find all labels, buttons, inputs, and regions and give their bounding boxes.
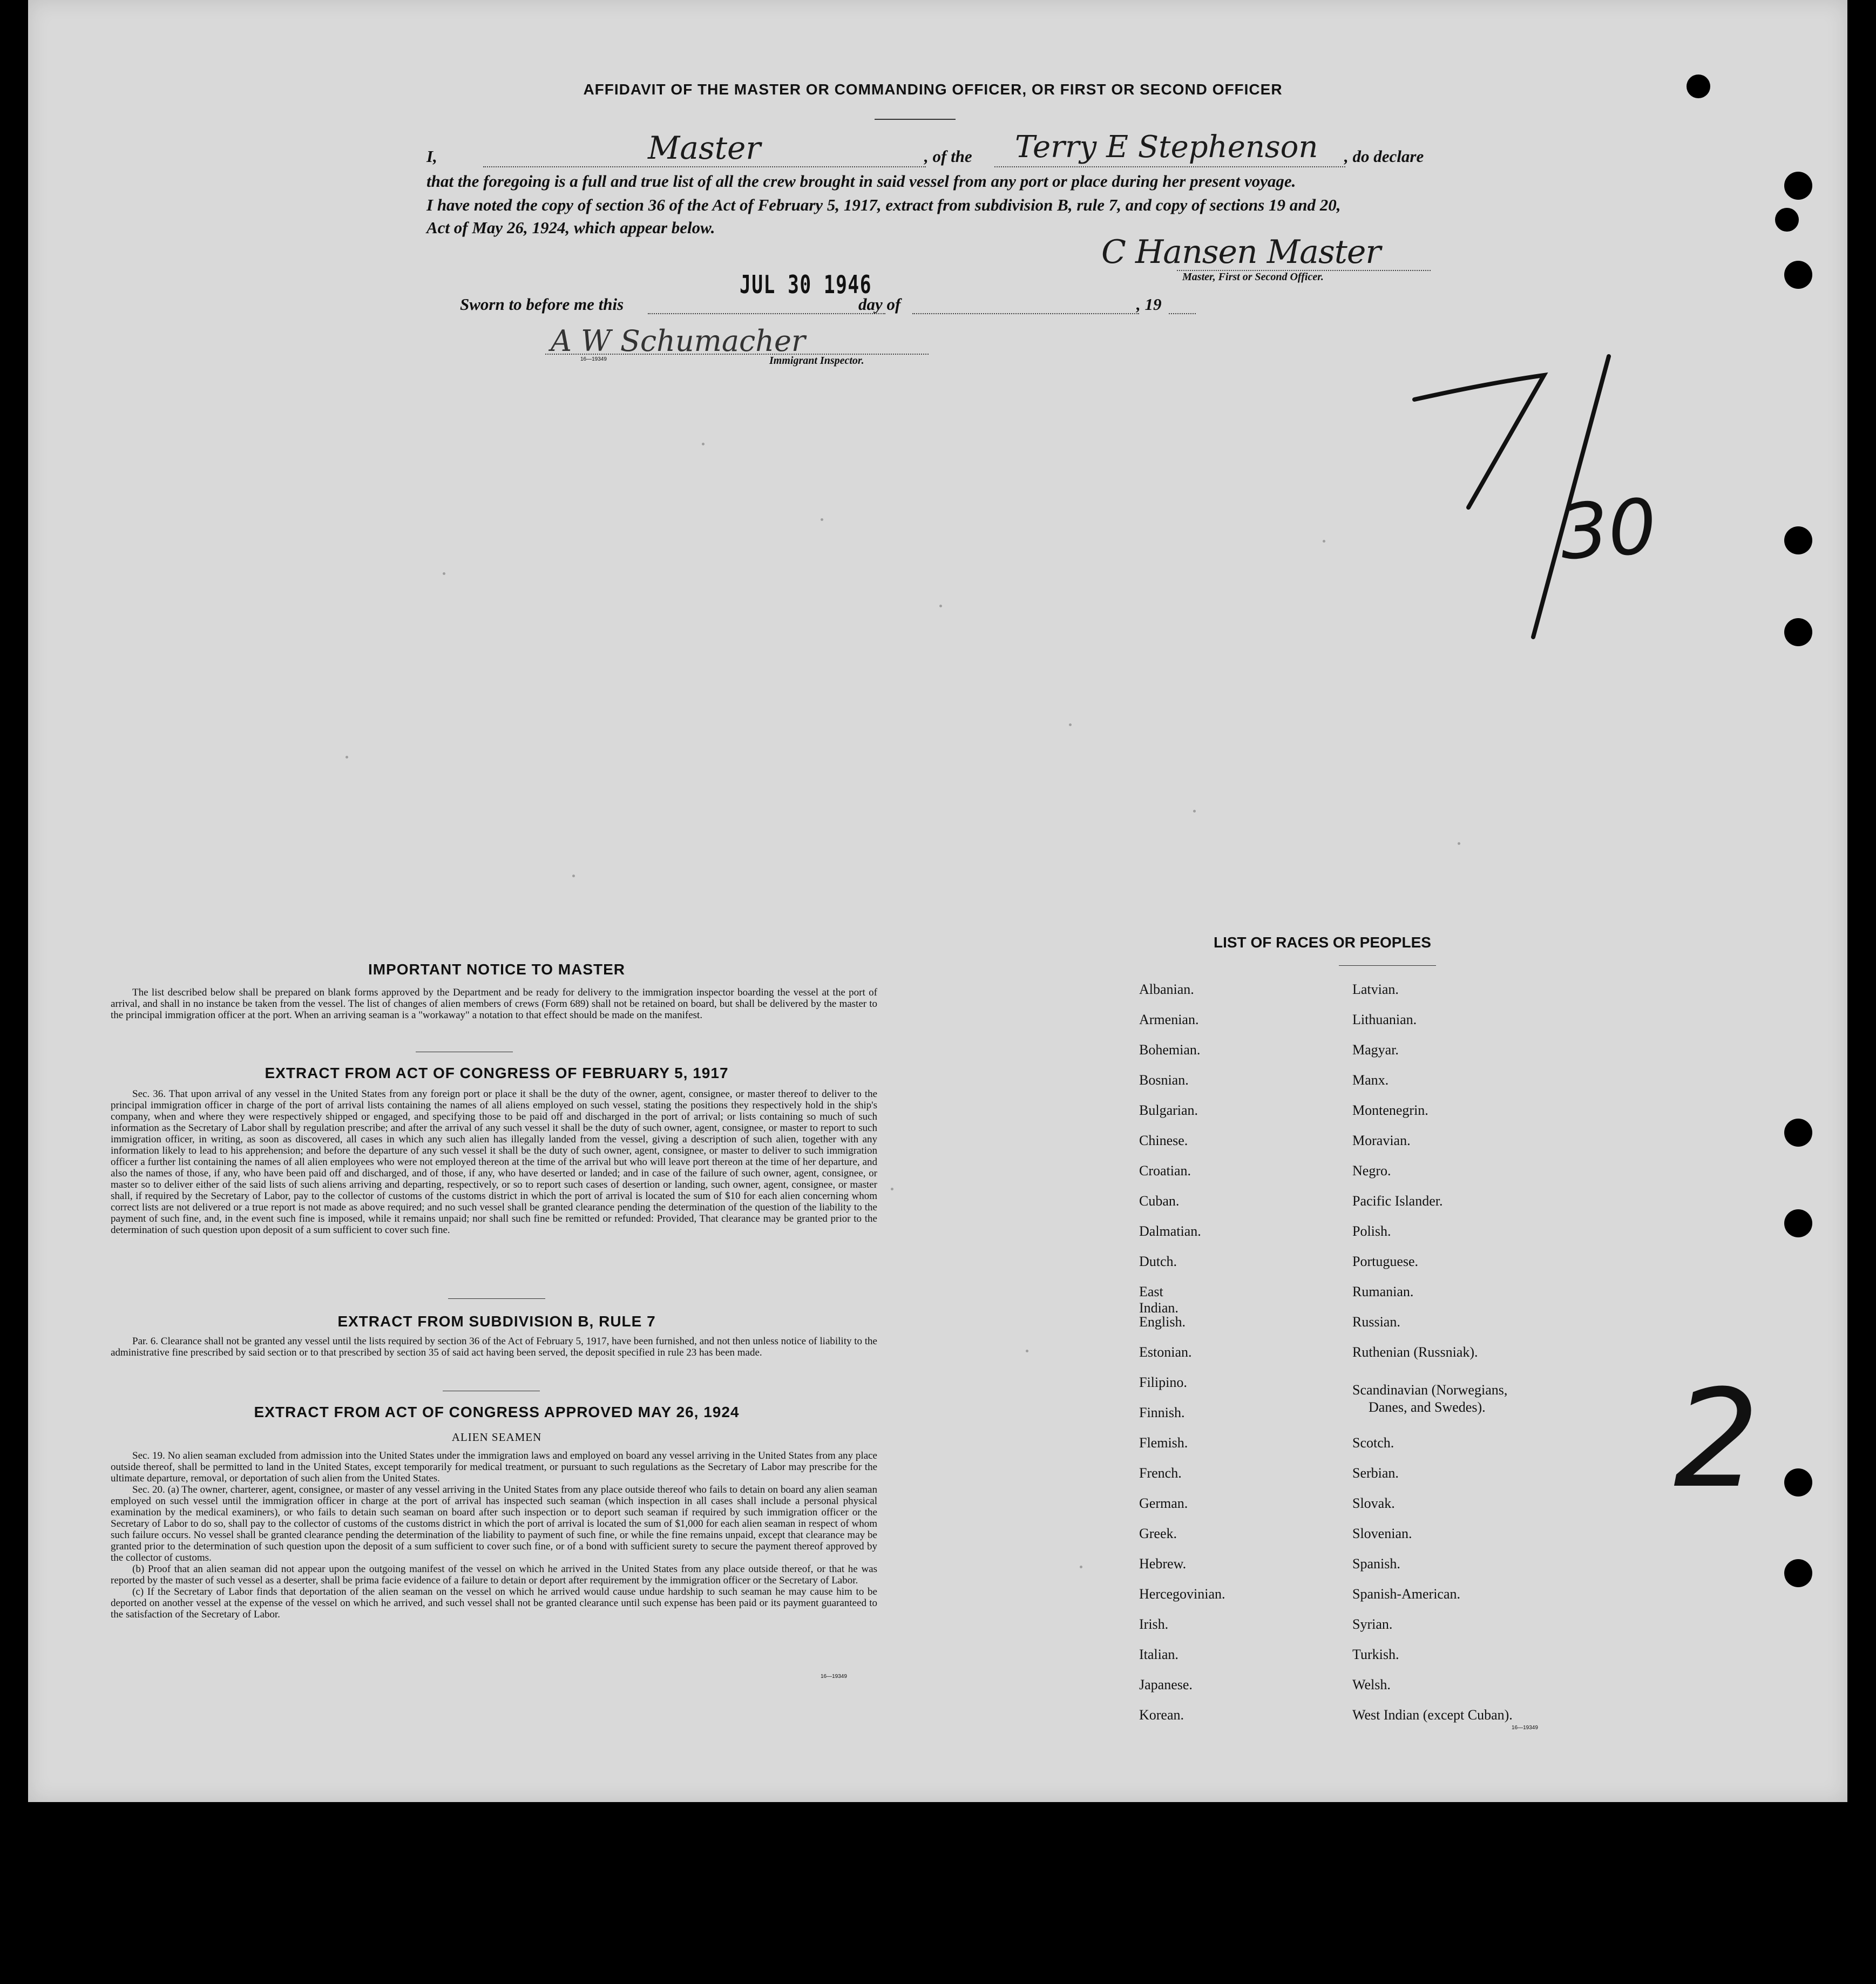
section-20c-paragraph: (c) If the Secretary of Labor finds that deportation of the alien seaman on the vessel on which he arrived would cause undue hardship to such seaman he may cause him to be deported on another vessel at the expense of the vessel on which he arrived, and such vessel shall not be granted clearance until such expense has been paid or its payment guaranteed to the satisfaction of the Secretary of Labor. <box>111 1586 877 1620</box>
vessel-blank-line <box>994 166 1345 167</box>
race-item: Bohemian. <box>1139 1042 1201 1058</box>
paper-speck <box>939 605 942 607</box>
race-item: West Indian (except Cuban). <box>1352 1707 1513 1723</box>
month-line <box>912 313 1139 314</box>
section-19-paragraph: Sec. 19. No alien seaman excluded from admission into the United States under the immigration laws and employed on board any vessel arriving in the United States from any place outside thereof, shall be permitted to land in the United States, except temporarily for medical treatment, or pursuant to such regulations as the Secretary of Labor may prescribe for the ultimate departure, removal, or deportation of such alien from the United States. <box>111 1450 877 1484</box>
section-20a-paragraph: Sec. 20. (a) The owner, charterer, agent, consignee, or master of any vessel arriving in the United States from any place outside thereof who fails to detain on board any alien seaman employed on such vessel until the immigration officer in charge at the port of arrival has inspected such seaman (which inspection in all cases shall include a personal physical examination by the medical examiners), or who fails to detain such seaman on board after such inspection or to deport such seaman if required by such immigration officer or the Secretary of Labor to do so, shall pay to the collector of customs of the customs district in which the port of arrival is located the sum of $1,000 for each alien seaman in respect of whom such failure occurs. No vessel shall be granted clearance pending the determination of the liability to payment of such fine, or while the fine remains unpaid, except that clearance may be granted prior to the determination of such question upon the deposit of a sum sufficient to cover such fine, or of a bond with sufficient surety to secure the payment thereof approved by the collector of customs. <box>111 1484 877 1563</box>
paper-speck <box>346 756 348 759</box>
race-item: Syrian. <box>1352 1616 1393 1632</box>
race-item: Welsh. <box>1352 1677 1391 1692</box>
race-item: Dalmatian. <box>1139 1223 1201 1239</box>
race-item: Ruthenian (Russniak). <box>1352 1344 1478 1360</box>
affidavit-title: AFFIDAVIT OF THE MASTER OR COMMANDING OFFICER, OR FIRST OR SECOND OFFICER <box>583 81 1283 98</box>
punch-hole <box>1775 208 1799 232</box>
paper-speck <box>821 518 823 521</box>
section-20b-paragraph: (b) Proof that an alien seaman did not appear upon the outgoing manifest of the vessel on which he arrived in the United States from any place outside thereof, or that he was reported by the master of such vessel as a deserter, shall be prima facie evidence of a failure to detain or deport after requirement by the immigration officer or the Secretary of Labor. <box>111 1563 877 1586</box>
paper-speck <box>1458 842 1460 845</box>
race-item: Portuguese. <box>1352 1254 1419 1269</box>
race-item: Cuban. <box>1139 1193 1180 1209</box>
affidavit-do-declare: , do declare <box>1344 147 1424 166</box>
race-item: French. <box>1139 1465 1182 1481</box>
race-item: East Indian. <box>1139 1284 1179 1316</box>
race-item: Italian. <box>1139 1647 1179 1662</box>
paper-speck <box>891 1188 893 1190</box>
paper-speck <box>1080 1566 1082 1568</box>
date-stamp: JUL 30 1946 <box>740 270 872 299</box>
race-item-continuation: Danes, and Swedes). <box>1369 1399 1486 1415</box>
race-item: Spanish-American. <box>1352 1586 1461 1602</box>
affidavit-of-the: , of the <box>924 147 972 166</box>
year-line <box>1169 313 1196 314</box>
punch-hole <box>1784 172 1812 200</box>
race-item: Dutch. <box>1139 1254 1177 1269</box>
extract-1917-body <box>111 1088 877 1236</box>
races-form-number: 16—19349 <box>1512 1725 1538 1731</box>
punch-hole <box>1784 618 1812 646</box>
punch-hole <box>1784 1209 1812 1237</box>
affidavit-line-4: Act of May 26, 1924, which appear below. <box>426 218 715 237</box>
race-item: Korean. <box>1139 1707 1184 1723</box>
date-mark-seven-stroke <box>1414 375 1544 507</box>
race-item: Scandinavian (Norwegians, <box>1352 1382 1508 1398</box>
race-item: German. <box>1139 1495 1188 1511</box>
race-item: Filipino. <box>1139 1374 1187 1390</box>
punch-hole <box>1784 261 1812 289</box>
master-signature: C Hansen Master <box>1101 233 1381 271</box>
race-item: Albanian. <box>1139 981 1194 997</box>
paper-speck <box>1193 810 1196 812</box>
paper-speck <box>572 875 575 877</box>
race-item: Rumanian. <box>1352 1284 1414 1299</box>
affidavit-i-label: I, <box>426 147 437 166</box>
race-item: Finnish. <box>1139 1405 1185 1420</box>
subdivision-body <box>111 1336 877 1358</box>
race-item: Spanish. <box>1352 1556 1400 1572</box>
race-item: Moravian. <box>1352 1133 1411 1148</box>
rank-handwritten: Master <box>648 130 761 166</box>
race-item: English. <box>1139 1314 1186 1330</box>
paper-speck <box>443 572 445 575</box>
punch-hole <box>1784 1468 1812 1497</box>
rank-blank-line <box>483 166 926 167</box>
notice-paragraph: The list described below shall be prepared on blank forms approved by the Department and be ready for delivery to the immigration inspector boarding the vessel at the port of arrival, and shall in no instance be taken from the vessel. The list of changes of alien members of crews (Form 689) shall not be retained on board, but shall be delivered by the master to the principal immigration officer at the port. When an arriving seaman is a "workaway" a notation to that effect should be made on the manifest. <box>111 987 877 1021</box>
punch-hole <box>1687 75 1710 98</box>
paper-speck <box>1069 723 1072 726</box>
race-item: Bosnian. <box>1139 1072 1189 1088</box>
race-item: Magyar. <box>1352 1042 1399 1058</box>
race-item: Slovak. <box>1352 1495 1395 1511</box>
race-item: Polish. <box>1352 1223 1391 1239</box>
inspector-line <box>545 354 929 355</box>
race-item: Serbian. <box>1352 1465 1399 1481</box>
sworn-label: Sworn to before me this <box>460 295 624 314</box>
handwritten-page-number: 2 <box>1674 1360 1760 1518</box>
race-item: Greek. <box>1139 1526 1177 1541</box>
affidavit-line-3: I have noted the copy of section 36 of the Act of February 5, 1917, extract from subdivision B, rule 7, and copy of sections 19 and 20, <box>426 195 1341 214</box>
handwritten-day-number: 30 <box>1557 482 1660 578</box>
races-title: LIST OF RACES OR PEOPLES <box>1214 934 1431 951</box>
race-item: Montenegrin. <box>1352 1102 1428 1118</box>
race-item: Latvian. <box>1352 981 1399 997</box>
affidavit-line-2: that the foregoing is a full and true list of all the crew brought in said vessel from any port or place during her present voyage. <box>426 172 1296 191</box>
race-item: Armenian. <box>1139 1012 1199 1027</box>
race-item: Lithuanian. <box>1352 1012 1417 1027</box>
race-item: Flemish. <box>1139 1435 1188 1451</box>
inspector-caption: Immigrant Inspector. <box>769 355 864 367</box>
day-of-label: day of <box>858 295 901 314</box>
affidavit-form-number: 16—19349 <box>580 356 607 362</box>
extract-1917-title: EXTRACT FROM ACT OF CONGRESS OF FEBRUARY 5, 1917 <box>265 1065 729 1081</box>
race-item: Negro. <box>1352 1163 1391 1179</box>
race-item: Russian. <box>1352 1314 1400 1330</box>
race-item: Scotch. <box>1352 1435 1394 1451</box>
punch-hole <box>1784 1559 1812 1587</box>
signature-caption: Master, First or Second Officer. <box>1182 271 1324 283</box>
race-item: Manx. <box>1352 1072 1389 1088</box>
race-item: Irish. <box>1139 1616 1169 1632</box>
extract-form-number: 16—19349 <box>821 1674 847 1680</box>
paper-speck <box>702 443 705 445</box>
notice-body <box>111 987 877 1021</box>
race-item: Hercegovinian. <box>1139 1586 1225 1602</box>
notice-title: IMPORTANT NOTICE TO MASTER <box>368 961 626 978</box>
punch-hole <box>1784 526 1812 554</box>
race-item: Bulgarian. <box>1139 1102 1198 1118</box>
inspector-signature: A W Schumacher <box>551 324 805 358</box>
extract-1924-title: EXTRACT FROM ACT OF CONGRESS APPROVED MAY 26, 1924 <box>254 1404 740 1420</box>
section-36-paragraph: Sec. 36. That upon arrival of any vessel in the United States from any foreign port or place it shall be the duty of the owner, agent, consignee, or master thereof to deliver to the principal immigration officer in charge of the port of arrival lists containing the names of all aliens employed on such vessel, stating the positions they respectively hold in the ship's company, when and where they were respectively shipped or engaged, and specifying those to be paid off and discharged in the port of arrival; or lists containing so much of such information as the Secretary of Labor shall by regulation prescribe; and after the arrival of any such vessel it shall be the duty of such owner, agent, consignee, or master to report to such immigration officer, in writing, as soon as discovered, all cases in which any such alien has illegally landed from the vessel, giving a description of such alien, together with any information likely to lead to his apprehension; and before the departure of any such vessel it shall be the duty of such owner, agent, consignee, or master to deliver to such immigration officer a further list containing the names of all alien employees who were not employed thereon at the time of the arrival but who will leave port thereon at the time of her departure, and also the names of those, if any, who have been paid off and discharged, and of those, if any, who have deserted or landed; and in case of the failure of such owner, agent, consignee, or master so to deliver either of the said lists of such aliens arriving and departing, respectively, or so to report such cases of desertion or landing, such owner, agent, consignee, or master shall, if required by the Secretary of Labor, pay to the collector of customs of the customs district in which the port of arrival is located the sum of $10 for each alien concerning whom correct lists are not delivered or a true report is not made as above required; and no such vessel shall be granted clearance pending the determination of the question of the liability to the payment of such fine, and, in the event such fine is imposed, while it remains unpaid; nor shall such fine be remitted or refunded: Provided, That clearance may be granted prior to the determination of such question upon deposit of a sum sufficient to cover such fine. <box>111 1088 877 1236</box>
sworn-day-line <box>648 313 885 314</box>
year-prefix: , 19 <box>1136 295 1162 314</box>
race-item: Pacific Islander. <box>1352 1193 1443 1209</box>
race-item: Turkish. <box>1352 1647 1399 1662</box>
vessel-name-handwritten: Terry E Stephenson <box>1015 130 1318 165</box>
race-item: Slovenian. <box>1352 1526 1412 1541</box>
races-rule <box>1339 965 1436 966</box>
extract-1917-rule <box>448 1298 545 1299</box>
race-item: Hebrew. <box>1139 1556 1187 1572</box>
race-item: Chinese. <box>1139 1133 1188 1148</box>
par-6-paragraph: Par. 6. Clearance shall not be granted any vessel until the lists required by section 36 of the Act of February 5, 1917, have been furnished, and not then unless notice of liability to the administrative fine prescribed by said section or to that prescribed by section 35 of said act having been served, the deposit specified in rule 23 has been made. <box>111 1336 877 1358</box>
extract-1924-body <box>111 1450 877 1620</box>
race-item: Estonian. <box>1139 1344 1192 1360</box>
paper-speck <box>1026 1350 1028 1352</box>
race-item: Croatian. <box>1139 1163 1191 1179</box>
paper-speck <box>1323 540 1325 543</box>
punch-hole <box>1784 1119 1812 1147</box>
race-item: Japanese. <box>1139 1677 1193 1692</box>
subdivision-title: EXTRACT FROM SUBDIVISION B, RULE 7 <box>337 1313 656 1330</box>
alien-seamen-subtitle: ALIEN SEAMEN <box>451 1431 542 1444</box>
title-rule <box>875 119 956 120</box>
